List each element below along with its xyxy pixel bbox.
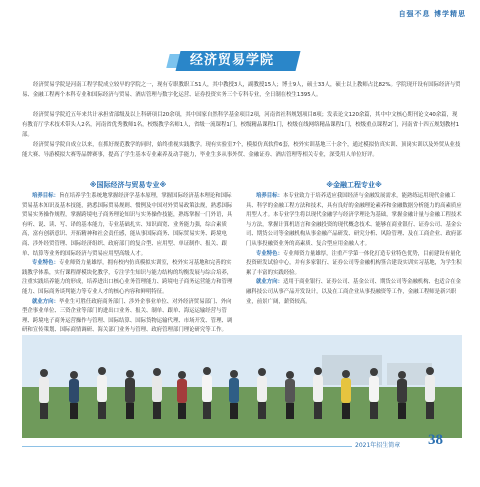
footer-rule	[22, 446, 352, 447]
intro-paragraph-1: 经济贸易学院是河南工程学院成立较早的学院之一，现有专职教职工51人，其中教授3人，副教授15人；博士9人，硕士33人，硕士以上教师占比82%。学院现开设有国际经济与贸易、金融工程两个本科专业和国际经济与贸易、酒店管理与数字化运营、证券投资实务三个专科专业，全日制在校生1395人。	[22, 82, 461, 98]
fin-eng-job	[246, 278, 462, 307]
intl-trade-column	[22, 180, 234, 336]
goal-label: 培养目标：	[256, 193, 283, 199]
job-label: 就业方向：	[32, 298, 59, 305]
intl-trade-heading: ※国际经济与贸易专业※	[89, 181, 167, 189]
intro-paragraph-3: 经济贸易学院自成立以来，在抓好规范教学的同时，始终重视实践教学。现有实验室7个，模拟仿真软件6套，校外实训基地三十余个，通过模拟仿真实训、顶岗实训以及外贸从业技能大赛、导游模拟大赛等品牌赛事，提高了学生基本专业素养及动手能力，毕业生多从事外贸、金融证券、酒店管理等相关专业，深受用人单位好评。	[22, 142, 461, 158]
goal-text: 旨在培养学生系统地掌握经济学基本原理，掌握国际经济基本理论和国际贸易基本知识及基本技能，熟悉国际贸易规则、惯例及中国对外贸易政策法规，熟悉国际贸易实务操作规程，掌握跨境电子商务理论知识与实务操作技能，熟练掌握一门外语，具有听、说、读、写、译的基本能力，专业基础扎实、知识面宽、业务能力强，综合素质高，富有创新意识、开拓精神和社会责任感，能从事国际商务、国际贸易实务、跨境电商、涉外经贸管理、国际经济组织、政府部门的复合型、应用型、单证制作、报关、跟单、结算等业务的国际经济与贸易应用型高级人才。	[22, 193, 233, 257]
feature-text: 专业师资力量雄厚，拥有校内仿真模拟实训室，校外实习基地和完善的实践教学体系，实行课程群模块化教学，专注学生知识与能力结构的均衡发展与综合培养，注重实践培养能力的形成，培养进出口核心业务管理能力、跨境电子商务运营能力和管理能力、国际商务谈判能力等专业人才的核心内容和鲜明特征。	[22, 260, 233, 295]
goal-text: 本专业致力于培养适应我国经济与金融发展需求，能熟练运用现代金融工具、科学的金融工程方法和技术，具有良好的金融理论素养和金融数据分析能力的高素质应用型人才。本专业学生将以现代金融学与经济学理论为基础，掌握金融计量与金融工程技术与方法，掌握计算机语言和金融投资的现代概念技术、能够在商业银行、证券公司、基金公司、期货公司等金融机构从事金融产品研发、研究分析、风险管理、及在工商企业、政府部门从事投融资业务的高素质、复合型应用金融人才。	[246, 193, 462, 247]
fin-eng-feature	[246, 250, 462, 279]
fin-eng-heading: ※金融工程专业※	[326, 181, 382, 189]
intro-paragraph-2: 经济贸易学院近五年来共计承担省部级及以上科研项目20余项，其中国家自然科学基金项目2项，河南省社科规划项目8项；发表论文120余篇，其中中文核心期刊论文40余篇，现有教育厅学术技术带头人2名，河南省优秀教师1名，校级教学名师1人，省级一流课程1门，校级精品课程1门，校级在线网络精品课程1门，校级重点课程2门，河南省十四五规划教材1部。	[22, 112, 460, 138]
page-number: 38	[428, 432, 443, 448]
fin-eng-goal	[246, 192, 462, 250]
job-text: 毕业生可胜任政府商务部门、涉外企事业单位、对外经济贸易部门、外向型企事业单位、三资企业等部门的进出口业务、报关、制单、跟单、海运运输经营与管理、跨境电子商务运营操作与管理、国际结算、国际货物运输代理、市场开发、管理、调研和宣传策划、国际商情调研、海关部门业务与管理、政府管理部门理论研究等工作。	[22, 298, 233, 334]
fin-eng-column	[246, 180, 462, 307]
group-photo	[22, 335, 462, 438]
group-photo-illustration	[22, 335, 462, 438]
section-title-banner	[168, 48, 318, 74]
goal-label: 培养目标：	[32, 193, 59, 199]
feature-label: 专业特色：	[256, 250, 283, 257]
page-title: 经济贸易学院	[190, 53, 275, 68]
job-label: 就业方向：	[256, 279, 283, 286]
feature-label: 专业特色：	[32, 260, 59, 267]
header-motto: 自强不息 博学精思	[398, 10, 466, 18]
intl-trade-job	[22, 298, 234, 336]
job-text: 适用于商业银行、证券公司、基金公司、期货公司等金融机构、也适合在金融科技公司从事产品开发设计，以及在工商企业从事投融资等工作，金融工程师是新兴职业，前景广阔，薪资较高。	[246, 279, 461, 305]
feature-text: 专业师资力量雄厚，注重产学第一体化打造专业特色优势，目前建设有量化投资研发试验中心，并有多家银行、证券公司等金融机构签合建设实训实习基地，为学生积累了丰富的实践经验。	[246, 250, 462, 276]
footer-label: 2021年招生简章	[355, 442, 401, 449]
intl-trade-goal	[22, 192, 234, 259]
intl-trade-feature	[22, 259, 234, 297]
top-band	[0, 0, 480, 40]
